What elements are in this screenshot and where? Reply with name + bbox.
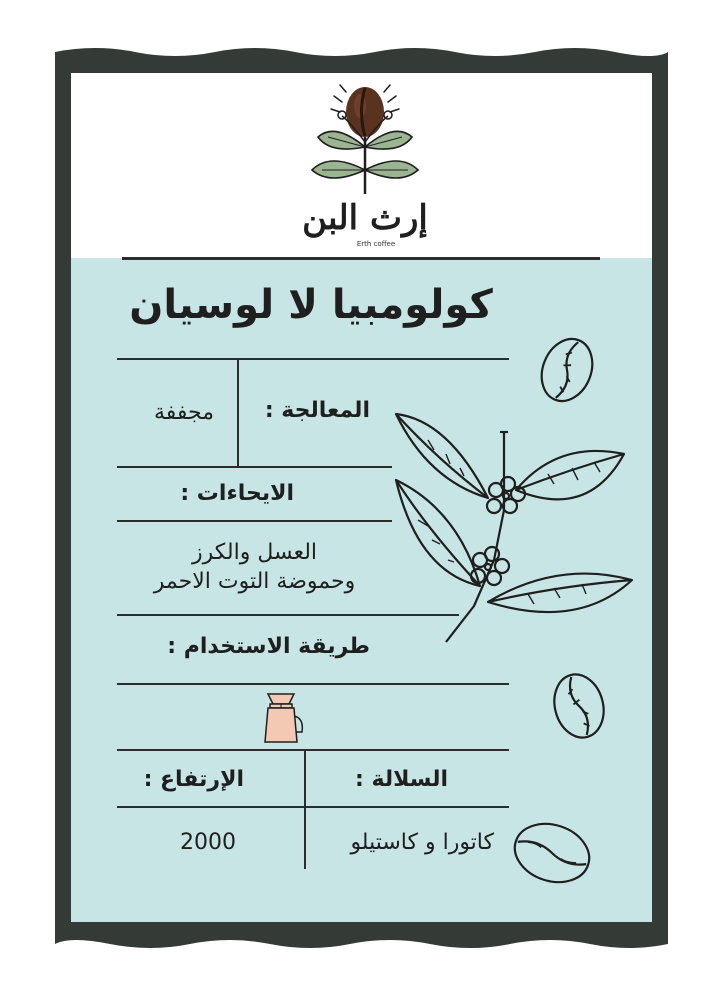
notes-line-2: وحموضة التوت الاحمر bbox=[153, 569, 356, 594]
variety-value: كاتورا و كاستيلو bbox=[350, 830, 494, 855]
notes-line-1: العسل والكرز bbox=[191, 540, 318, 565]
rule-5 bbox=[117, 683, 509, 685]
rule-1 bbox=[117, 358, 509, 360]
altitude-value: 2000 bbox=[180, 830, 236, 855]
coffee-bean-icon bbox=[548, 670, 610, 742]
processing-label: المعالجة : bbox=[264, 398, 370, 423]
processing-divider bbox=[237, 360, 239, 466]
coffee-plant-logo-icon bbox=[290, 82, 440, 212]
rule-2 bbox=[117, 466, 392, 468]
rule-3 bbox=[117, 520, 392, 522]
brand-name-en: Erth coffee bbox=[356, 240, 396, 248]
notes-label: الايحاءات : bbox=[180, 481, 294, 506]
variety-divider bbox=[304, 751, 306, 869]
processing-value: مجففة bbox=[153, 400, 214, 425]
rule-6 bbox=[117, 749, 509, 751]
brew-label: طريقة الاستخدام : bbox=[167, 634, 370, 659]
brand-name-ar: إرث البن bbox=[302, 198, 428, 238]
pour-over-dripper-icon bbox=[262, 690, 308, 746]
altitude-label: الإرتفاع : bbox=[143, 767, 244, 792]
coffee-bean-icon bbox=[510, 818, 594, 888]
coffee-bean-icon bbox=[536, 334, 598, 406]
brand-logo bbox=[290, 82, 440, 252]
variety-label: السلالة : bbox=[355, 767, 448, 792]
title-top-rule bbox=[122, 257, 600, 260]
coffee-branch-illustration bbox=[388, 410, 638, 650]
rule-7 bbox=[117, 806, 509, 808]
product-title: كولومبيا لا لوسيان bbox=[129, 282, 493, 328]
